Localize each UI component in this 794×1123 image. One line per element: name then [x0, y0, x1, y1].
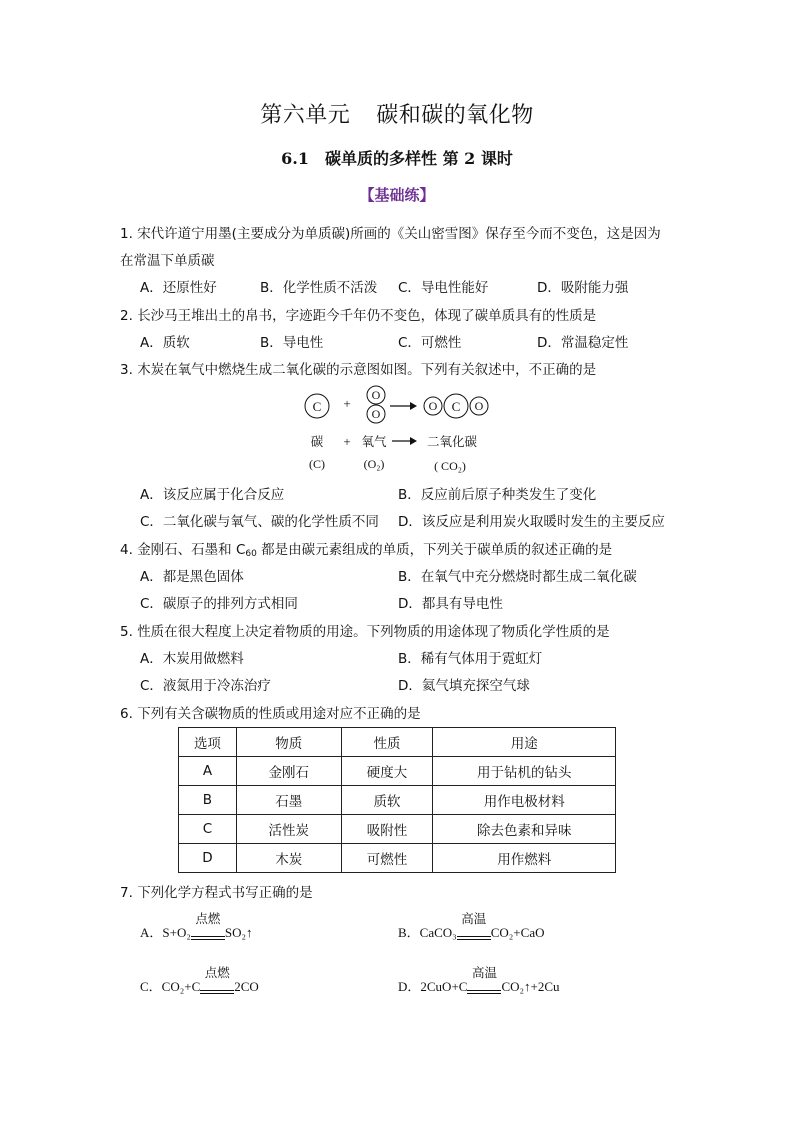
q1-stem-line1: 宋代许道宁用墨(主要成分为单质碳)所画的《关山密雪图》保存至今而不变色，这是因为 — [137, 226, 661, 242]
product-formula: ( CO₂) — [434, 459, 466, 473]
table-cell: 活性炭 — [236, 815, 341, 844]
equation-sign — [191, 911, 225, 940]
product-name: 二氧化碳 — [426, 434, 478, 449]
q5-stem: 性质在很大程度上决定着物质的用途。下列物质的用途体现了物质化学性质的是 — [137, 624, 610, 640]
q5-option-a[interactable]: A．木炭用做燃料 — [140, 651, 244, 667]
equation-lhs: CaCO₃ — [419, 925, 457, 940]
equation-lhs: CO₂+C — [161, 979, 201, 994]
table-header: 选项 — [179, 728, 237, 757]
q2-stem: 长沙马王堆出土的帛书，字迹距今千年仍不变色，体现了碳单质具有的性质是 — [137, 308, 597, 324]
q5-option-b[interactable]: B．稀有气体用于霓虹灯 — [398, 651, 543, 667]
table-header: 用途 — [433, 728, 616, 757]
q4-stem-b: 都是由碳元素组成的单质，下列关于碳单质的叙述正确的是 — [256, 542, 613, 558]
q3-stem: 木炭在氧气中燃烧生成二氧化碳的示意图如图。下列有关叙述中，不正确的是 — [137, 362, 597, 378]
q4-stem-sub: 60 — [245, 549, 257, 559]
q7-option-d[interactable] — [398, 965, 560, 995]
co2-oxygen-left-label: O — [428, 399, 438, 413]
table-cell: 硬度大 — [341, 757, 433, 786]
reaction-arrow-head-icon — [410, 402, 417, 410]
equation-lhs: 2CuO+C — [420, 979, 468, 994]
question-4 — [120, 538, 612, 559]
q1-option-a[interactable]: A．还原性好 — [140, 280, 217, 296]
lesson-title: 6.1 碳单质的多样性 第 2 课时 — [281, 149, 513, 168]
equation-rhs: CO₂↑+2Cu — [501, 979, 560, 994]
q2-option-b[interactable]: B．导电性 — [260, 335, 324, 351]
oxygen-atom-top-label: O — [371, 388, 381, 402]
question-7 — [120, 881, 313, 901]
co2-oxygen-right-label: O — [474, 399, 484, 413]
q4-option-d[interactable]: D．都具有导电性 — [398, 596, 503, 612]
table-row — [179, 757, 616, 786]
q5-option-d[interactable]: D．氦气填充探空气球 — [398, 678, 530, 694]
q4-option-b[interactable]: B．在氧气中充分燃烧时都生成二氧化碳 — [398, 569, 637, 585]
option-label: D． — [398, 979, 421, 994]
q7-option-c[interactable] — [140, 965, 259, 995]
q1-option-c[interactable]: C．导电性能好 — [398, 280, 489, 296]
table-cell: 用于钻机的钻头 — [433, 757, 616, 786]
q6-number: 6. — [120, 706, 133, 722]
q1-number: 1. — [120, 226, 133, 242]
reactant2-name: 氧气 — [361, 434, 387, 449]
option-label: C． — [140, 979, 162, 994]
table-cell: C — [179, 815, 237, 844]
table-header: 性质 — [341, 728, 433, 757]
table-cell: A — [179, 757, 237, 786]
table-cell: 用作燃料 — [433, 844, 616, 873]
q2-number: 2. — [120, 308, 133, 324]
option-label: B． — [398, 925, 420, 940]
q2-option-a[interactable]: A．质软 — [140, 335, 190, 351]
q7-stem: 下列化学方程式书写正确的是 — [137, 885, 313, 901]
q4-option-a[interactable]: A．都是黑色固体 — [140, 569, 244, 585]
q5-number: 5. — [120, 624, 133, 640]
equation-sign — [200, 965, 234, 994]
reaction-diagram — [290, 382, 510, 478]
reactant1-formula: (C) — [309, 457, 325, 471]
table-cell: D — [179, 844, 237, 873]
unit-title-part2: 碳和碳的氧化物 — [376, 103, 534, 128]
option-label: A． — [140, 925, 163, 940]
q7-option-a[interactable] — [140, 911, 253, 941]
table-row — [179, 786, 616, 815]
table-row — [179, 844, 616, 873]
reactant2-formula: (O₂) — [363, 457, 385, 471]
q6-table — [178, 727, 616, 873]
q5-option-c[interactable]: C．液氮用于冷冻治疗 — [140, 678, 271, 694]
equation-sign — [467, 965, 501, 994]
table-cell: 质软 — [341, 786, 433, 815]
question-6 — [120, 702, 421, 722]
carbon-atom-label: C — [312, 399, 322, 414]
table-cell: 可燃性 — [341, 844, 433, 873]
table-cell: B — [179, 786, 237, 815]
plus-sign-words: + — [343, 434, 351, 449]
q3-option-c[interactable]: C．二氧化碳与氧气、碳的化学性质不同 — [140, 514, 379, 530]
equation-sign — [457, 911, 491, 940]
q2-option-d[interactable]: D．常温稳定性 — [537, 335, 629, 351]
table-cell: 金刚石 — [236, 757, 341, 786]
unit-title-part1: 第六单元 — [260, 103, 351, 128]
table-cell: 除去色素和异味 — [433, 815, 616, 844]
q4-number: 4. — [120, 542, 133, 558]
table-cell: 吸附性 — [341, 815, 433, 844]
equation-rhs: CO₂+CaO — [490, 925, 545, 940]
table-row — [179, 815, 616, 844]
section-heading: 【基础练】 — [359, 186, 435, 204]
word-arrow-head-icon — [410, 437, 417, 445]
unit-title — [0, 98, 794, 129]
q7-option-b[interactable] — [398, 911, 545, 941]
table-header: 物质 — [236, 728, 341, 757]
equation-rhs: 2CO — [234, 979, 259, 994]
reaction-condition: 点燃 — [195, 911, 221, 926]
q3-option-a[interactable]: A．该反应属于化合反应 — [140, 487, 285, 503]
q2-option-c[interactable]: C．可燃性 — [398, 335, 462, 351]
q3-number: 3. — [120, 362, 133, 378]
q4-option-c[interactable]: C．碳原子的排列方式相同 — [140, 596, 298, 612]
question-2 — [120, 304, 596, 324]
plus-sign: + — [343, 396, 351, 411]
table-cell: 用作电极材料 — [433, 786, 616, 815]
equation-lhs: S+O₂ — [162, 925, 191, 940]
q4-stem-a: 金刚石、石墨和 C — [137, 542, 246, 558]
reactant1-name: 碳 — [310, 434, 324, 449]
question-3 — [120, 358, 596, 378]
q6-stem: 下列有关含碳物质的性质或用途对应不正确的是 — [137, 706, 421, 722]
reaction-condition: 点燃 — [204, 965, 230, 980]
equation-rhs: SO₂↑ — [224, 925, 253, 940]
question-5 — [120, 620, 610, 640]
q3-option-d[interactable]: D．该反应是利用炭火取暖时发生的主要反应 — [398, 514, 665, 530]
q3-option-b[interactable]: B．反应前后原子种类发生了变化 — [398, 487, 597, 503]
question-1 — [120, 222, 661, 242]
table-cell: 石墨 — [236, 786, 341, 815]
q1-option-b[interactable]: B．化学性质不活泼 — [260, 280, 378, 296]
oxygen-atom-bottom-label: O — [371, 407, 381, 421]
q1-option-d[interactable]: D．吸附能力强 — [537, 280, 629, 296]
table-cell: 木炭 — [236, 844, 341, 873]
table-header-row — [179, 728, 616, 757]
reaction-condition: 高温 — [461, 911, 487, 926]
reaction-condition: 高温 — [471, 965, 497, 980]
q7-number: 7. — [120, 885, 133, 901]
q1-stem-line2: 在常温下单质碳 — [120, 253, 215, 269]
co2-carbon-label: C — [451, 399, 461, 414]
